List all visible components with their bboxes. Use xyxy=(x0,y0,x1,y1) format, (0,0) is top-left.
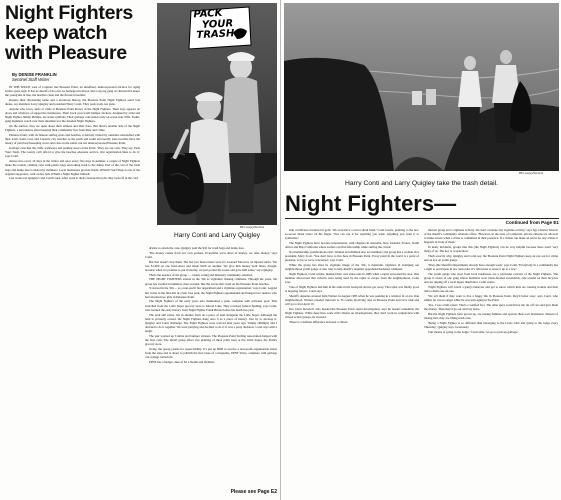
logo-word-trash: TRASH xyxy=(196,28,235,42)
paragraph: 'There is a definite difference between a citizen xyxy=(289,320,348,325)
paragraph: 'Being a Night Fighter is so different than belonging to the Lions Club and going to the lodge every Thursday,' Quigley says, facetiously. xyxy=(424,320,558,329)
caption-right: Harry Conti and Larry Quigley take the trash detail. xyxy=(344,180,498,187)
paragraph: Anyone who loves, surfs or visits at Pleasure Point knows of the Night Fighters. Their logo appears on doors and windows of supportive businesses. Their 'pack your trash' bumper stickers, designed by artist and Night Fighter Jimmy Phillips, are status symbols. Their garbage cans stand ready on ocean side cliffs. Youth-gang members watch over their shoulders for the dreaded Night Fighters. xyxy=(5,106,140,124)
column-left-1 xyxy=(5,85,140,497)
caption-left: Harry Conti and Larry Quigley xyxy=(174,232,260,239)
paragraph: That's exactly why, Quigley and Conti say, the Pleasure Point Night Fighters keep an eye out for crime and an eye on youth gangs. xyxy=(424,254,558,263)
photo-credit-left: Bill Lovejoy/Sentinel xyxy=(240,226,265,229)
paragraph: Det. Dave Deverell, who headed the Pleasure Point rapist investigation, says he doesn't remember the Night Fighters. While detectives work with citizens on investigations, they don't work in conjunction with citizen action groups, he stressed. xyxy=(285,306,419,320)
paragraph: IN THE WILDS west of Capitola lies Pleasure Point, an unrefined, unincorporated enclave for aging surfers gone legit. It has no sheriff of its own, no homegrown mayor and a rag-tag gang of citizens that keeps the young'uns in line, the beaches clean and the flowers bloomin'. xyxy=(5,85,140,98)
paragraph: While the group has shed its vigilante image of the '20s, it maintains vigilance in stomping out neighborhood youth gangs. It also tries to help sheriff's deputies apprehend hardened criminals. xyxy=(285,263,419,272)
headline-rule xyxy=(285,218,559,219)
headline-right: Night Fighters— xyxy=(285,191,457,216)
paragraph: THE NIGHT FIGHTERS started in the '20s as vigilantes chasing criminals. Through the years, the group has swelled in numbers, then receded, like the waves that crash on the Pleasure Point beaches. xyxy=(145,277,277,286)
paragraph: PPNF has a budget, dues of $2 a month and member- xyxy=(149,360,216,364)
byline-staff: Sentinel Staff Writer xyxy=(12,77,50,82)
headline-left xyxy=(5,3,155,63)
paragraph: About once every 10 days in the winter and once every five days in summer, a couple of Night Fighters make the rounds, relining cans with plastic bags and taking trash to the dump. Part of the cost of the trash bags and dump fees is shared by members. Local businesses provide funds; O'Neill's Surf Shop is one of the original supporters, with owner Jack O'Neill a Night Fighter himself. xyxy=(5,159,140,176)
paragraph: The Night Fighters of the early years also maintained a park, complete with saltwater pool. This stretched from the Little Super grocery store to Moran Lake. They received federal funding, says Conti, who learned the early history from Night Fighter Frank Bisale before his death last year. xyxy=(145,299,277,312)
paragraph: 'One of Night Fighters had him in his arms in his backyard and he got away. The rapist was finally good at hopping fences,' Conti says. xyxy=(285,285,419,294)
photo-cliff-art xyxy=(284,3,559,171)
paragraph: 'They (the Sheriff's Department) already have enough work,' says Conti. 'Everybody in a community has a right to participate in law and order. It's ridiculous to leave it up to a few.' xyxy=(424,263,558,272)
column-right-1 xyxy=(285,228,419,498)
paragraph: Today, the group yearns for respectability. It's put up $600 to receive a non-profit organization status from the state and is about to publish the first issue of a magazine, PPNF Voice, complete with garbage can collage centerfold. xyxy=(145,346,277,360)
paragraph: In many incidents, groups like this (the Night Fighters) can be very helpful because there aren't very many of us. The key is cooperation.' xyxy=(424,245,558,254)
paragraph: The park still exists, but in smaller form on a piece of land alongside the Little Super. Although the land is privately owned, the Night Fighters hang onto it as a piece of history. Just try to develop it, Quigley and Conti challenge. The Night Fighters were revived nine years ago. 'Jimmy (Phillips) and I decided to do it together. We were partying and decided to do it. It was a party decision,' Conti says with a laugh. xyxy=(145,312,277,334)
logo-word-pack: PACK xyxy=(193,7,223,21)
paragraph: Sheriff's deputies arrested Kim Walters in August 1985 when he was peeking in a window in a Live Oak neighborhood. Walters pleaded innocent to 35 counts involving rape in Pleasure Point and Live Oak and will go to trial April 10. xyxy=(285,293,419,307)
byline xyxy=(12,72,57,82)
paragraph: interest group and a vigilante activity. We don't condone any vigilante activity,' says Sgt. Charles Weaver of the sheriff's community relations office. 'However, in the state of California, private citizens are allowed to make arrests when a crime is committed in their presence. If a citizen can make an arrest for any crimes it happens in front of them.' xyxy=(424,228,558,245)
paragraph: drizzle to attack the cans. Quigley paid the $32 for trash bags and dump fees. xyxy=(149,246,245,250)
paragraph: Garbage cans line the cliffs, walkways and parking areas on the Point. 'They are our cans. They say, Pack Your Trash. The county can't afford to give the beaches adequate service. Our organization likes to do it,' says Conti. xyxy=(5,146,140,159)
paragraph: The youth gangs who steal from local businesses are a particular concern of the Night Fighters. The group is aware of one gang whose members wear black-hooded sweatshirts, ride around on their bicycles and are ripping off a local liquor distributor, Conti warns. xyxy=(424,271,558,285)
paragraph: That's the essence of the group — casual, caring and intensely community-oriented. xyxy=(149,272,253,277)
continued-line: Continued from Page E1 xyxy=(505,220,559,225)
column-right-2 xyxy=(424,228,558,498)
paragraph: The Night Fighters have become international, with chapters in Australia, New Zealand, France, South Africa and Baja California where surfers can find fellowship while surfing the circuit. xyxy=(285,241,419,250)
paragraph: 'The money comes from our own pockets. Everytime we're short of money, we raise money,' says Conti. xyxy=(145,250,277,259)
logo-word-your: YOUR xyxy=(201,17,234,31)
paragraph: Night Fighters, Conti relates, manned their own stake-outs in 1985 when a rapist terrorized the area. One member discovered that culverts were being used by the rapist to escape from the neighborhood, Conti says. xyxy=(285,271,419,285)
paragraph: No membership qualifications exist. Women and children also are members; the group has a woman vice president, Mary Scott. 'You don't have to live here in Pleasure Point. Every point in the world is a point of pleasure, as far as we're concerned,' says Conti. xyxy=(285,249,419,263)
paragraph: But that doesn't stop them. The last two fund-raisers were for Leonard Moorcut, an injured surfer. 'We lost $1,000 on one fund-raiser and made $100 on another. We give him money both times, though, because when we promise to put in money, we just pocket the losses and gave him some,' says Quigley. xyxy=(145,259,277,272)
photo-surfers xyxy=(157,3,277,225)
photo-credit-right: Bill Lovejoy/Sentinel xyxy=(519,172,544,175)
paragraph: 'Night Fighters will watch a gang's behavior and get to know which kids are causing trouble and then talk to them one-on-one. xyxy=(424,285,558,294)
column-left-2 xyxy=(145,246,277,487)
paragraph: 'Our means of going to the lodge,' Conti adds, 'we go to pick up garbage.' xyxy=(428,329,519,334)
page-left xyxy=(0,0,280,500)
logo-text xyxy=(193,8,245,42)
headline-line-2: keep watch xyxy=(5,22,108,44)
byline-author: By DENISE FRANKLIN xyxy=(12,72,57,77)
paragraph: Despite their threatening name and a notorious history, the Pleasure Point Night Fighters aren't bad dudes, say members Larry Quigley and president Harry Conti. They pack trash, not guns. xyxy=(5,98,140,107)
paragraph: The pair worked up T-shirts and bumper stickers. The Pleasure Point Surfing Association helped with the first cans. The initial group effort was planting of three palm trees at the Little Super, the Point's grocery store. xyxy=(145,333,277,347)
paragraph: 'It started in the '20s ... as a non-profit fire department and a vigilante organization,' says Conti. Legend has it that in the mid-20s in a San Jose park, the Night Fighters apprehended and hanged two rustlers who had attacked two girls in Pleasure Point. xyxy=(145,286,277,299)
paragraph: Pleasure Point, with its famous surfing spots and beaches, is heavily visited by outsiders unsatisfied with their trash. Santa Cruz and Capitola city beaches to the north and south and nearby state beaches have the luxury of paid beach-keeping crews and cans on the sands, but not unincorporated Pleasure Point. xyxy=(5,133,140,146)
photo-cliff xyxy=(284,3,559,171)
pack-your-trash-logo xyxy=(185,5,255,51)
jump-line: Please see Page E2 xyxy=(230,489,277,495)
page-right xyxy=(281,0,561,500)
paragraph: 'We tell them if they want to live a happy life in Pleasure Point, they'd better stop,' says Conti, who admits he was no angel while he was teen-aging in the Point. xyxy=(424,293,558,303)
headline-line-3: with Pleasure xyxy=(5,42,127,64)
paragraph: 'Yes, I was a hell-raiser.' That's a verified fact. The other guys would have me rip off cars and give them the money. Then they'd go out and buy beers. xyxy=(424,302,558,311)
headline-line-1: Night Fighters xyxy=(5,2,133,24)
paragraph: ship certificates bordered in gold. 'We even have a secret shark hand,' Conti boasts, pointing to the not-so-secret shark tattoo on his finger. 'You can use it for anything you want. Anything you want it to symbolize.' xyxy=(285,228,419,241)
paragraph: But the Night Fighters have grown up, are raising families and operate their own businesses. Instead of raising hell, they are lifting trash cans. xyxy=(424,311,558,320)
paragraph: Last week was Quigley's and Conti's turn. After work at their construction jobs, they took off in the cold xyxy=(9,176,138,181)
paragraph: On the surface, they are quiet about their tallness and their fears. But there's another side of the Night Fighters, a seriousness about keeping their community free from litter and crime. xyxy=(5,124,140,133)
